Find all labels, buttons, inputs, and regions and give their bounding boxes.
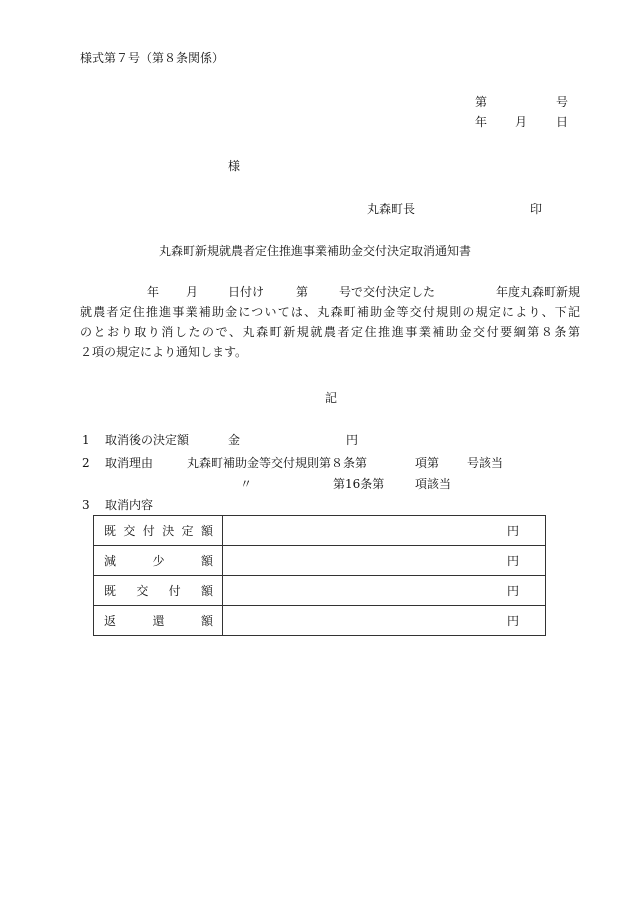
item1-number: 1 [82,433,90,447]
row-value-cell [223,546,546,576]
body-paragraph [80,282,580,362]
body-line-1 [80,282,580,302]
body-dai: 第 [296,285,309,299]
body-fiscal-year-tail: 年度丸森町新規 [495,285,580,299]
item2-rule: 丸森町補助金等交付規則第８条第 [187,456,368,470]
date-year: 年 [475,115,488,129]
body-go-decision: 号で交付決定した [339,285,436,299]
row-label: 減少額 [104,554,213,568]
row-label-cell [94,606,223,636]
row-label-cell [94,546,223,576]
doc-number-go: 号 [556,95,569,109]
row-label: 返還額 [104,614,213,628]
item3-label: 取消内容 [105,498,154,512]
row-unit: 円 [506,554,519,568]
row-value-cell [223,606,546,636]
body-line-2: 就農者定住推進事業補助金については、丸森町補助金等交付規則の規定により、下記 [80,305,580,319]
row-unit: 円 [506,524,519,538]
body-dated: 日付け [228,285,265,299]
row-value-cell [223,576,546,606]
cancellation-table [93,515,546,636]
item1-kin: 金 [228,433,241,447]
table-row [94,576,546,606]
table-row [94,516,546,546]
item2-ditto: 〃 [240,477,253,491]
item1-label: 取消後の決定額 [105,433,190,447]
item3-number: 3 [82,498,90,512]
seal-mark: 印 [530,202,543,216]
body-year: 年 [147,285,160,299]
row-unit: 円 [506,584,519,598]
ki-heading: 記 [325,391,338,405]
item2-kou: 項第 [415,456,440,470]
row-label: 既交付決定額 [104,524,213,538]
body-line-3: のとおり取り消したので、丸森町新規就農者定住推進事業補助金交付要綱第８条第 [80,325,580,339]
date-day: 日 [556,115,569,129]
form-number: 様式第７号（第８条関係） [80,51,225,65]
addressee-suffix: 様 [228,159,241,173]
item1-yen: 円 [346,433,359,447]
document-title: 丸森町新規就農者定住推進事業補助金交付決定取消通知書 [158,244,471,258]
body-line-4: ２項の規定により通知します。 [80,345,248,359]
table-row [94,546,546,576]
body-month: 月 [186,285,199,299]
row-label: 既交付額 [104,584,213,598]
row-value-cell [223,516,546,546]
item2-label: 取消理由 [105,456,154,470]
row-unit: 円 [506,614,519,628]
row-label-cell [94,576,223,606]
row-label-cell [94,516,223,546]
table-row [94,606,546,636]
issuer-title: 丸森町長 [367,202,416,216]
item2-article16: 第16条第 [333,477,385,491]
date-month: 月 [515,115,528,129]
item2-kou-gaitou: 項該当 [415,477,452,491]
item2-number: 2 [82,456,90,470]
item2-go-gaitou: 号該当 [467,456,504,470]
doc-number-dai: 第 [475,95,488,109]
